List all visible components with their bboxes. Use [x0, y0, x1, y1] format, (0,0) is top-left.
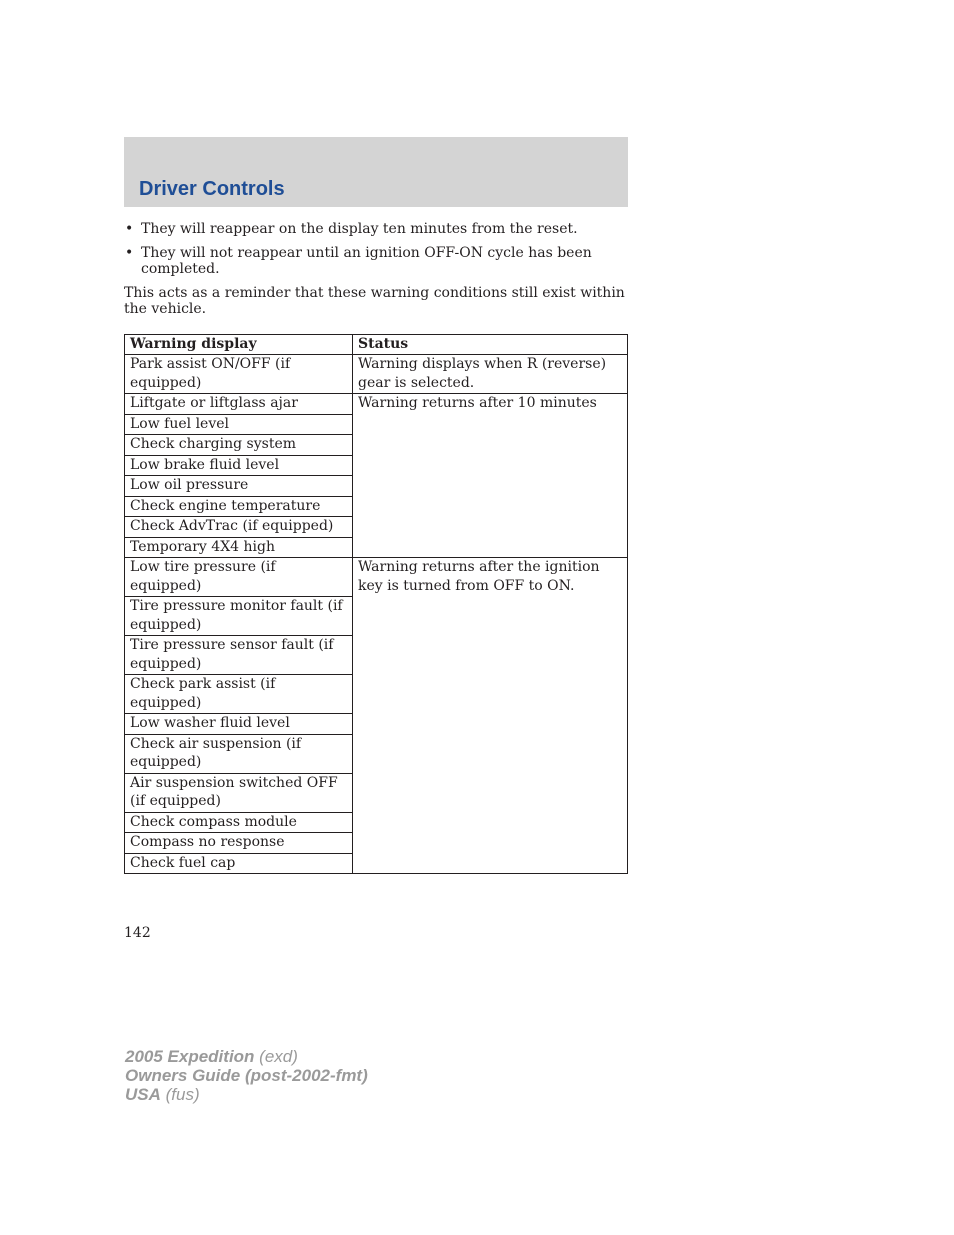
- column-header-warning: Warning display: [125, 334, 353, 355]
- status-cell: Warning returns after 10 minutes: [353, 394, 628, 558]
- warning-cell: Low washer fluid level: [125, 714, 353, 735]
- reminder-paragraph: This acts as a reminder that these warning conditions still exist within the vehicle.: [124, 284, 625, 317]
- warning-table: [124, 334, 628, 875]
- warning-cell: Temporary 4X4 high: [125, 537, 353, 558]
- footer-model: 2005 Expedition: [125, 1047, 255, 1066]
- warning-cell: Check air suspension (if equipped): [125, 734, 353, 773]
- footer-line: [125, 1047, 368, 1066]
- footer-market-code: (fus): [165, 1085, 200, 1104]
- bullet-list: [124, 221, 628, 278]
- warning-cell: Check engine temperature: [125, 496, 353, 517]
- warning-cell: Low brake fluid level: [125, 455, 353, 476]
- warning-cell: Check fuel cap: [125, 853, 353, 874]
- footer-model-code: (exd): [259, 1047, 298, 1066]
- bullet-item: [124, 221, 628, 238]
- section-title: Driver Controls: [139, 178, 285, 200]
- warning-cell: Park assist ON/OFF (if equipped): [125, 355, 353, 394]
- warning-cell: Air suspension switched OFF (if equipped): [125, 773, 353, 812]
- footer-market: USA: [125, 1085, 161, 1104]
- warning-cell: Check compass module: [125, 812, 353, 833]
- table-header-row: [125, 334, 628, 355]
- page-content: [124, 221, 628, 874]
- footer-line: [125, 1085, 368, 1104]
- document-footer: [125, 1047, 368, 1104]
- bullet-glyph: •: [125, 221, 134, 237]
- warning-cell: Low tire pressure (if equipped): [125, 558, 353, 597]
- status-cell: Warning returns after the ignition key is turned from OFF to ON.: [353, 558, 628, 874]
- footer-line: [125, 1066, 368, 1085]
- status-cell: Warning displays when R (reverse) gear is selected.: [353, 355, 628, 394]
- bullet-text: They will reappear on the display ten minutes from the reset.: [141, 221, 578, 237]
- bullet-item: [124, 245, 628, 278]
- warning-cell: Low oil pressure: [125, 476, 353, 497]
- footer-guide: Owners Guide (post-2002-fmt): [125, 1066, 368, 1085]
- table-body: [125, 355, 628, 874]
- warning-cell: Check charging system: [125, 435, 353, 456]
- warning-cell: Low fuel level: [125, 414, 353, 435]
- warning-cell: Compass no response: [125, 833, 353, 854]
- column-header-status: Status: [353, 334, 628, 355]
- warning-cell: Check park assist (if equipped): [125, 675, 353, 714]
- warning-cell: Liftgate or liftglass ajar: [125, 394, 353, 415]
- table-row: [125, 355, 628, 394]
- warning-cell: Tire pressure monitor fault (if equipped): [125, 597, 353, 636]
- table-row: [125, 558, 628, 597]
- warning-cell: Check AdvTrac (if equipped): [125, 517, 353, 538]
- section-header-band: [124, 137, 628, 207]
- bullet-text: They will not reappear until an ignition OFF-ON cycle has been completed.: [141, 244, 592, 277]
- page-number: 142: [124, 925, 151, 941]
- warning-cell: Tire pressure sensor fault (if equipped): [125, 636, 353, 675]
- bullet-glyph: •: [125, 244, 134, 261]
- table-row: [125, 394, 628, 415]
